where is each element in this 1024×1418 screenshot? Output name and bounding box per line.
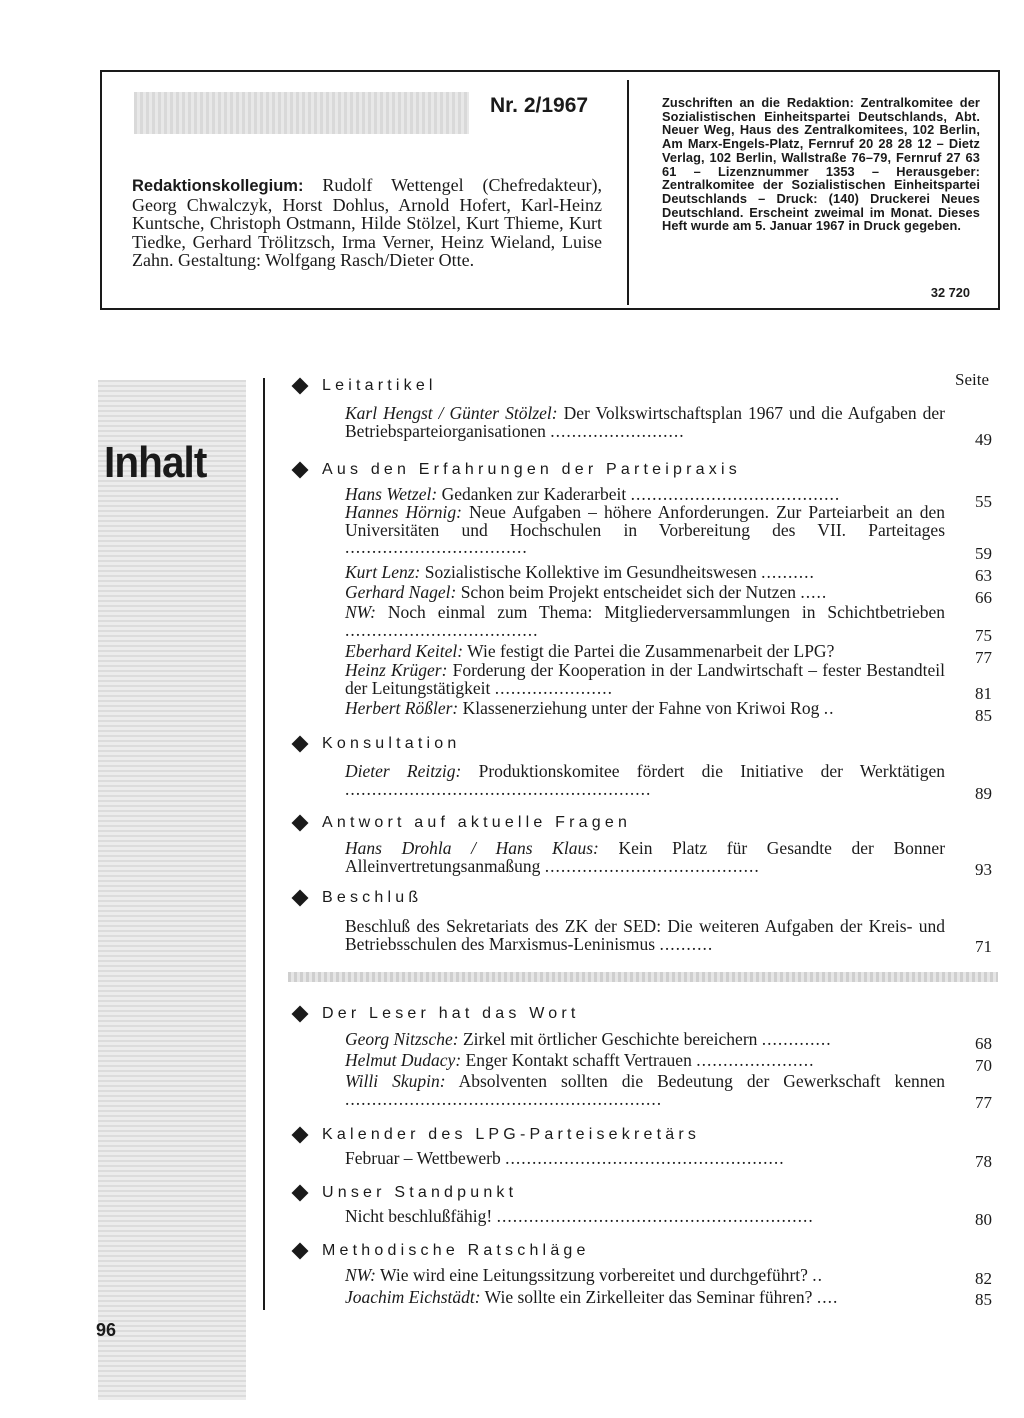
contents-band xyxy=(98,380,246,1400)
page-number: 96 xyxy=(96,1320,117,1340)
toc-entry[interactable]: Gerhard Nagel: Schon beim Projekt entscheidet sich der Nutzen ..... xyxy=(345,582,828,602)
toc-page: 75 xyxy=(975,626,992,645)
toc-entry[interactable]: Heinz Krüger: Forderung der Kooperation in der Landwirtschaft – fester Bestandteil der Leitungstätigkeit ...................... xyxy=(345,660,946,698)
contents-title: Inhalt xyxy=(104,438,207,487)
toc-page: 85 xyxy=(975,706,992,725)
diamond-bullet-icon xyxy=(292,1185,309,1202)
section-heading: Kalender des LPG-Parteisekretärs xyxy=(290,1126,700,1144)
toc-entry[interactable]: Herbert Rößler: Klassenerziehung unter der Fahne von Kriwoi Rog .. xyxy=(345,698,835,718)
masthead-box xyxy=(100,70,1000,310)
section-heading: Unser Standpunkt xyxy=(290,1184,517,1202)
toc-entry[interactable]: Karl Hengst / Günter Stölzel: Der Volkswirtschaftsplan 1967 und die Aufgaben der Betriebsparteiorganisationen ......................... xyxy=(345,403,945,441)
toc-page: 77 xyxy=(975,1093,992,1112)
contents-divider xyxy=(263,378,265,1310)
toc-entry[interactable]: NW: Noch einmal zum Thema: Mitgliederversammlungen in Schichtbetrieben .................................... xyxy=(345,602,945,640)
toc-page: 59 xyxy=(975,544,992,563)
diamond-bullet-icon xyxy=(292,378,309,395)
section-heading: Leitartikel xyxy=(290,377,437,395)
toc-page: 63 xyxy=(975,566,992,585)
toc-entry[interactable]: Helmut Dudacy: Enger Kontakt schafft Vertrauen ...................... xyxy=(345,1050,815,1070)
diamond-bullet-icon xyxy=(292,462,309,479)
toc-entry[interactable]: Georg Nitzsche: Zirkel mit örtlicher Geschichte bereichern ............. xyxy=(345,1029,832,1049)
diamond-bullet-icon xyxy=(292,1127,309,1144)
section-heading: Antwort auf aktuelle Fragen xyxy=(290,814,631,832)
toc-page: 66 xyxy=(975,588,992,607)
section-heading: Methodische Ratschläge xyxy=(290,1242,590,1260)
toc-entry[interactable]: Beschluß des Sekretariats des ZK der SED: Die weiteren Aufgaben der Kreis- und Betriebsschulen des Marxismus-Leninismus .......... xyxy=(345,916,945,954)
toc-page: 82 xyxy=(975,1269,992,1288)
toc-page: 85 xyxy=(975,1290,992,1309)
toc-page: 93 xyxy=(975,860,992,879)
section-heading: Der Leser hat das Wort xyxy=(290,1005,580,1023)
toc-entry[interactable]: Hans Drohla / Hans Klaus: Kein Platz für Gesandte der Bonner Alleinvertretungsanmaßung ........................................ xyxy=(345,838,946,876)
toc-entry[interactable]: Hannes Hörnig: Neue Aufgaben – höhere Anforderungen. Zur Parteiarbeit an den Universitäten und Hochschulen in Vorbereitung des VII. Parteitages .................................. xyxy=(345,502,946,557)
section-separator xyxy=(288,972,998,982)
editorial-board xyxy=(132,176,602,270)
toc-entry[interactable]: Eberhard Keitel: Wie festigt die Partei die Zusammenarbeit der LPG? xyxy=(345,641,835,661)
toc-page: 55 xyxy=(975,492,992,511)
editorial-board-label: Redaktionskollegium: xyxy=(132,177,304,195)
toc-page: 77 xyxy=(975,648,992,667)
toc-page: 81 xyxy=(975,684,992,703)
toc-page: 70 xyxy=(975,1056,992,1075)
toc-page: 80 xyxy=(975,1210,992,1229)
page-column-label: Seite xyxy=(955,370,989,389)
issue-number: Nr. 2/1967 xyxy=(490,94,589,117)
toc-page: 49 xyxy=(975,430,992,449)
toc-entry[interactable]: Hans Wetzel: Gedanken zur Kaderarbeit ....................................... xyxy=(345,484,841,504)
toc-entry[interactable]: Joachim Eichstädt: Wie sollte ein Zirkelleiter das Seminar führen? .... xyxy=(345,1287,839,1307)
section-heading: Aus den Erfahrungen der Parteipraxis xyxy=(290,461,741,479)
diamond-bullet-icon xyxy=(292,1006,309,1023)
diamond-bullet-icon xyxy=(292,890,309,907)
toc-page: 78 xyxy=(975,1152,992,1171)
editorial-board-text: Rudolf Wettengel (Chefredakteur), Georg Chwalczyk, Horst Dohlus, Arnold Hofert, Karl-Heinz Kuntsche, Christoph Ostmann, Hilde Stölzel, Kurt Thieme, Kurt Tiedke, Gerhard Trölitzsch, Irma Verner, Heinz Wieland, Luise Zahn. Gestaltung: Wolfgang Rasch/Dieter Otte. xyxy=(132,175,602,271)
toc-page: 71 xyxy=(975,937,992,956)
imprint: Zuschriften an die Redaktion: Zentralkomitee der Sozialistischen Einheitspartei Deutschlands, Abt. Neuer Weg, Haus des Zentralkomitees, 102 Berlin, Am Marx-Engels-Platz, Fernruf 20 28 28 12 – Dietz Verlag, 102 Berlin, Wallstraße 76–79, Fernruf 27 63 61 – Lizenznummer 1353 – Herausgeber: Zentralkomitee der Sozialistischen Einheitspartei Deutschlands – Druck: (140) Druckerei Neues Deutschland. Erscheint zweimal im Monat. Dieses Heft wurde am 5. Januar 1967 in Druck gegeben. xyxy=(662,95,980,234)
toc-entry[interactable]: NW: Wie wird eine Leitungssitzung vorbereitet und durchgeführt? .. xyxy=(345,1265,824,1285)
toc-page: 68 xyxy=(975,1034,992,1053)
diamond-bullet-icon xyxy=(292,1243,309,1260)
masthead-band xyxy=(134,92,469,134)
masthead-divider xyxy=(627,80,629,305)
diamond-bullet-icon xyxy=(292,736,309,753)
section-heading: Beschluß xyxy=(290,889,422,907)
toc-entry[interactable]: Kurt Lenz: Sozialistische Kollektive im Gesundheitswesen .......... xyxy=(345,562,815,582)
toc-page: 89 xyxy=(975,784,992,803)
imprint-code: 32 720 xyxy=(930,285,970,300)
section-heading: Konsultation xyxy=(290,735,460,753)
toc-entry[interactable]: Nicht beschlußfähig! ........................................................... xyxy=(345,1206,814,1226)
toc-entry[interactable]: Februar – Wettbewerb .................................................... xyxy=(345,1148,785,1168)
toc-entry[interactable]: Willi Skupin: Absolventen sollten die Bedeutung der Gewerkschaft kennen ........................................................... xyxy=(345,1071,945,1109)
diamond-bullet-icon xyxy=(292,815,309,832)
toc-entry[interactable]: Dieter Reitzig: Produktionskomitee fördert die Initiative der Werktätigen ......................................................... xyxy=(345,761,945,799)
